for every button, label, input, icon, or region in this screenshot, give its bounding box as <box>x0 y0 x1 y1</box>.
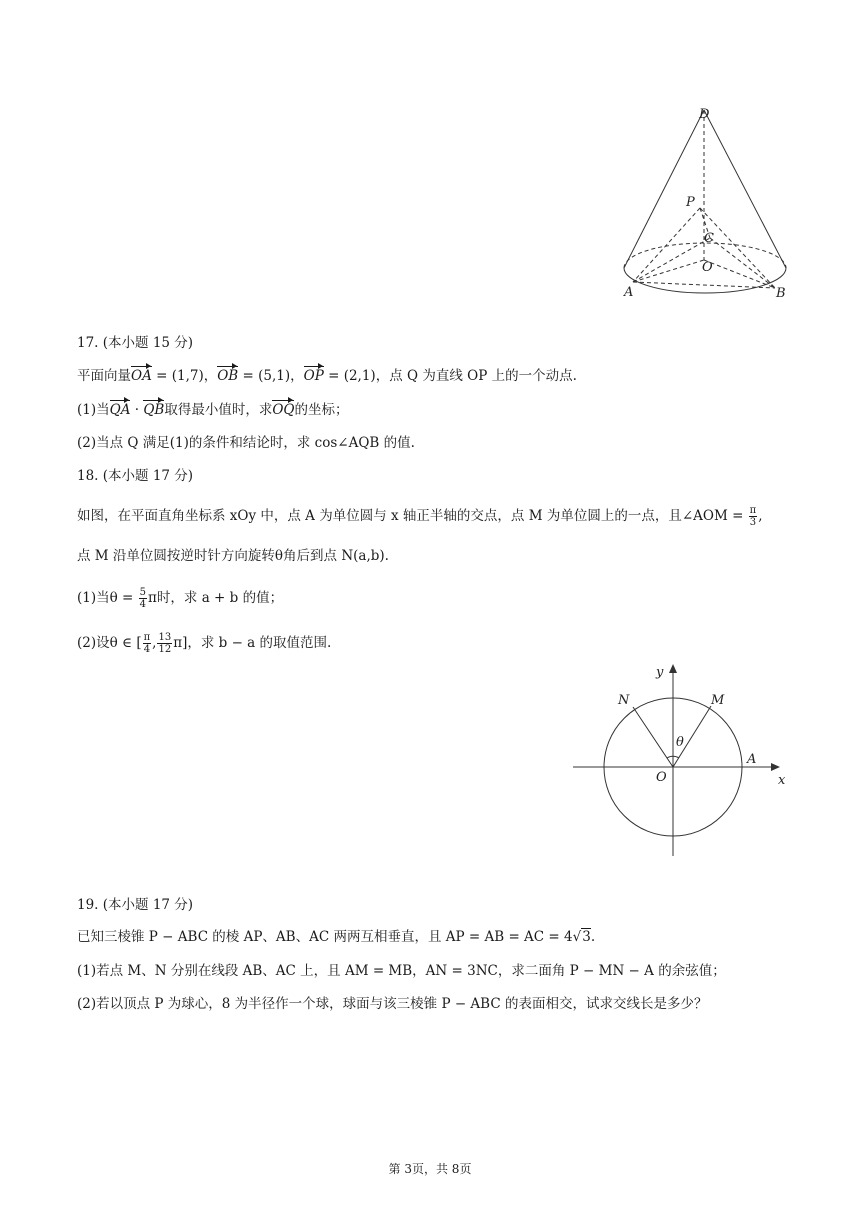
q18-title: 18. (本小题 17 分) <box>77 468 194 484</box>
vector-QA: QA <box>109 402 131 418</box>
vector-OB: OB <box>217 368 239 384</box>
q18-part2 <box>77 632 331 655</box>
q17-part1 <box>77 401 348 419</box>
label-theta: θ <box>676 735 684 750</box>
q17-eq1: = (1,7)， <box>151 368 218 384</box>
q17-eq2: = (5,1)， <box>238 368 304 384</box>
fraction-pi-over-3 <box>749 505 758 528</box>
cone-figure <box>615 100 795 305</box>
label-M: M <box>711 693 725 708</box>
label-P: P <box>686 195 695 210</box>
frac-num: 5 <box>139 587 147 598</box>
page-footer: 第 3页，共 8页 <box>388 1162 472 1176</box>
sqrt-3: 3 <box>582 929 591 945</box>
label-C: C <box>704 231 714 246</box>
vector-OA: OA <box>131 368 152 384</box>
q19-part2: (2)若以顶点 P 为球心，8 为半径作一个球，球面与该三棱锥 P − ABC 的表面相交，试求交线长是多少？ <box>77 996 708 1012</box>
q19-title: 19. (本小题 17 分) <box>77 897 194 913</box>
fraction-13-over-12 <box>157 632 172 655</box>
frac-num: π <box>749 505 757 516</box>
q18-stem-line1 <box>77 505 763 528</box>
q19-part1: (1)若点 M、N 分别在线段 AB、AC 上，且 AM = MB，AN = 3NC，求二面角 P − MN − A 的余弦值； <box>77 963 726 979</box>
label-A: A <box>624 285 634 300</box>
q17-p1-post: 的坐标； <box>294 402 349 418</box>
q17-title: 17. (本小题 15 分) <box>77 335 194 351</box>
axis-label-x: x <box>778 773 786 788</box>
vector-OP: OP <box>303 368 324 384</box>
q19-stem-text: 已知三棱锥 P − ABC 的棱 AP、AB、AC 两两互相垂直，且 AP = AB = AC = 4 <box>77 929 573 945</box>
frac-den: 3 <box>749 517 757 528</box>
q18-p1-pre: (1)当θ = <box>77 590 138 606</box>
frac-den: 12 <box>158 644 172 655</box>
q18-p2-pre: (2)设θ ∈ [ <box>77 635 142 651</box>
q18-p2-post: π]，求 b − a 的取值范围. <box>173 635 332 651</box>
q18-stem-line2: 点 M 沿单位圆按逆时针方向旋转θ角后到点 N(a,b). <box>77 548 389 564</box>
q18-p1-post: π时，求 a + b 的值； <box>148 590 284 606</box>
vector-OQ: OQ <box>272 402 295 418</box>
q17-p1-mid: 取得最小值时，求 <box>164 402 273 418</box>
fraction-pi-over-4 <box>143 632 152 655</box>
fraction-5-over-4 <box>139 587 147 610</box>
label-O: O <box>702 260 713 275</box>
frac-den: 4 <box>143 644 151 655</box>
q18-stem1-post: , <box>758 508 763 524</box>
label-O: O <box>656 770 667 785</box>
q18-stem1-text: 如图，在平面直角坐标系 xOy 中，点 A 为单位圆与 x 轴正半轴的交点，点 M 为单位圆上的一点，且∠AOM = <box>77 508 748 524</box>
q18-part1 <box>77 587 283 610</box>
q17-stem-text: 平面向量 <box>77 368 131 384</box>
q19-stem-post: . <box>590 929 596 945</box>
frac-num: 13 <box>158 632 172 643</box>
label-N: N <box>618 693 630 708</box>
label-D: D <box>699 107 710 122</box>
q19-stem <box>77 928 595 946</box>
vector-QB: QB <box>143 402 165 418</box>
frac-den: 4 <box>139 599 147 610</box>
q17-part2: (2)当点 Q 满足(1)的条件和结论时，求 cos∠AQB 的值. <box>77 435 415 451</box>
q17-stem <box>77 367 577 385</box>
q17-dot: · <box>130 402 144 418</box>
axis-label-y: y <box>656 665 664 680</box>
label-B: B <box>776 286 786 301</box>
unit-circle-figure <box>570 660 795 860</box>
q18-sep: , <box>152 635 157 651</box>
q17-eq3: = (2,1)，点 Q 为直线 OP 上的一个动点. <box>323 368 577 384</box>
q17-p1-pre: (1)当 <box>77 402 110 418</box>
sqrt-symbol: √ <box>572 929 582 945</box>
label-A: A <box>747 752 757 767</box>
frac-num: π <box>143 632 151 643</box>
